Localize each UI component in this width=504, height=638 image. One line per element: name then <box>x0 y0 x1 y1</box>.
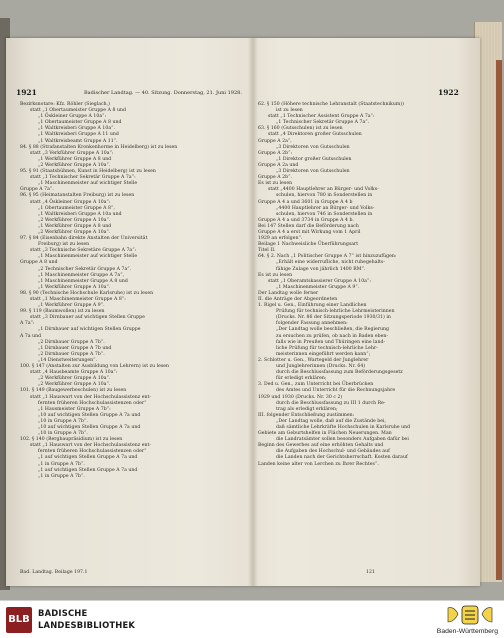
left-text-line: „2 Werkführer Gruppe A 10a“. <box>38 376 111 382</box>
left-text-line: 99. § 119 (Baumwollen) ist zu lesen <box>20 309 105 315</box>
right-text-line: durch die Beschlussfassung zum Beförderungsgesetz <box>276 370 403 376</box>
library-name-line1: BADISCHE <box>38 608 88 618</box>
right-text-line: die Landen nach der Gerichtsherrschaft. Kosten darauf <box>276 455 408 461</box>
left-text-line: „1 Obertaumeister Gruppe A 8 und <box>38 120 122 126</box>
left-text-line: „1 Werkführer Gruppe A 8 und <box>38 223 112 229</box>
right-text-line: „4400 Hauptlehrer an Bürger- und Volks- <box>276 205 375 211</box>
right-text-line: schulen, hiervon 746 in Sonderstellen in <box>276 211 373 217</box>
baden-wuerttemberg-crest-icon <box>440 604 500 626</box>
left-text-line: „1 in Gruppe A 7b“. <box>38 461 85 467</box>
right-text-line: folgender Fassung annehmen: <box>276 321 348 327</box>
left-text-line: 98. § 90 (Technische Hochschule Karlsruhe) ist zu lesen <box>20 290 154 296</box>
right-text-line: Gebiete am Geburtshelfen in Flächen Neuerungen. Man <box>258 431 392 437</box>
right-text-line: „3 Direktoren von Gutsschulen <box>276 144 350 150</box>
right-text-line: trag als erledigt erklären; <box>276 406 338 412</box>
right-text-line: statt „4400 Hauptlehrer an Bürger- und Volks- <box>268 187 379 193</box>
right-text-line: statt „1 Technischer Assistent Gruppe A 7a“: <box>268 114 375 120</box>
left-text-line: „1 Obertaumeister Gruppe A 8“, <box>38 205 115 211</box>
left-text-line: 96. § 95 (Heimatanstalten Freiburg) ist zu lesen <box>20 193 135 199</box>
left-text-line: „1 Öskleiner Gruppe A 10a“: <box>38 114 107 120</box>
blb-logo[interactable]: BLB <box>6 607 32 633</box>
left-text-line: statt „4 Hausbeamte Gruppe A 10a“: <box>30 370 118 376</box>
left-text-line: 84. § 88 (Strafanstalten Kronkenhorme in Heidelberg) ist zu lesen <box>20 144 178 150</box>
left-text-line: „1 Werkführer Gruppe A 9“. <box>38 303 105 309</box>
left-text-line: „10 in Gruppe A 7b“. <box>38 431 88 437</box>
left-text-line: „1 Waltkreisberi Gruppe A 11 und <box>38 132 119 138</box>
left-text-line: A 7a und <box>20 333 42 339</box>
left-text-line: „2 Werkführer Gruppe A 10a“. <box>38 162 111 168</box>
left-text-line: „1 Waltkreisbeamt Gruppe A 11“. <box>38 138 118 144</box>
left-text-line: „10 auf wichtigen Stellen Gruppe A 7a und <box>38 424 141 430</box>
right-text-line: die Aufgaben des Hochschul- und Gebäudes auf <box>276 449 390 455</box>
left-text-line: „1 Waltkreisberi Gruppe A 10a und <box>38 211 122 217</box>
right-text-line: Gruppe A 2b“: <box>258 150 293 156</box>
right-text-line: 1929 und 1930 (Drucks. Nr. 30 c 2) <box>258 394 343 400</box>
right-text-line: Der Landtag wolle ferner <box>258 290 319 296</box>
right-text-line: III. folgender Entschließung zustimmen: <box>258 412 355 418</box>
book-spread <box>6 38 480 586</box>
right-text-line: 62. § 150 (Höhere technische Lehranstalt (Staatstechnikum)) <box>258 102 404 107</box>
right-text-line: Landen keine alter von Lerchen zu Ihrer Rechtes“. <box>258 461 379 467</box>
library-name[interactable] <box>38 607 135 631</box>
right-text-line: „Der Landtag wolle beschließen, die Regierung <box>276 327 389 333</box>
right-text-line: II. die Anträge der Abgeordneten <box>258 297 338 302</box>
right-page-number: 1922 <box>438 88 459 97</box>
left-text-line: „2 Technischer Sekretär Gruppe A 7a“. <box>38 266 132 272</box>
right-text-line: (Drucks. Nr. 86 der Sitzungsperiode 1930/31) in <box>276 315 391 321</box>
right-text-line: Gruppe A 2b“. <box>258 175 292 181</box>
left-text-line: statt „1 Obertaumeister Gruppe A 8 und <box>30 108 126 114</box>
right-text-line: 2. Schlotter u. Gen., Wartegeld der Junglehrer <box>258 357 369 363</box>
left-text-line: statt „1 Maschinenmeister Gruppe A 8“: <box>30 297 126 302</box>
right-text-line: „1 Technischer Sekretär Gruppe A 7a“. <box>276 120 370 126</box>
right-text-line: Es ist zu lesen <box>258 181 293 187</box>
left-page-footer: Bad. Landtag. Beilage 197.1 <box>20 570 88 575</box>
left-page-number: 1921 <box>16 88 37 97</box>
left-text-line: „1 Hausmeister Gruppe A 7b“: <box>38 406 111 412</box>
left-text-line: statt „1 Hauswart von der Hochschulassistenz ent- <box>30 394 152 400</box>
right-text-line: Titel II. <box>258 248 276 254</box>
right-text-line: ist zu lesen <box>276 108 303 114</box>
right-text-line: für erledigt erklären; <box>276 376 327 382</box>
left-text-line: „1 Maschinenmeister auf wichtiger Stelle <box>38 181 138 187</box>
right-text-line: 63. § 160 (Gutsschulen) ist zu lesen <box>258 126 343 132</box>
left-text-line: 102. § 140 (Bergbaupräsidium) ist zu lesen <box>20 437 123 443</box>
left-text-line: „1 Dirnbauer Gruppe A 7b und <box>38 345 112 351</box>
left-text-line: „1 Maschinenmeister Gruppe A 7a“, <box>38 272 125 278</box>
left-text-line: fernten früheren Hochschulassistenzen oder“ <box>38 400 147 406</box>
right-text-line: 3. Ded u. Gen., zum Unterricht bei Überbrücken <box>258 382 374 388</box>
right-text-line: Bei 147 Stellen darf die Beförderung nach <box>258 223 359 229</box>
left-text-line: 97. § 84 (Eisenbahn direkte Anstalten der Universität <box>20 236 148 242</box>
right-text-line: meisterinnen eingeführt werden kann“; <box>276 351 371 357</box>
left-text-line: „1 Maschinenmeister auf wichtiger Stelle <box>38 254 138 260</box>
left-text-line: „1 Maschinenmeister Gruppe A 8 und <box>38 278 128 284</box>
left-text-line: statt „3 Verkführer Gruppe A 10a“: <box>30 150 114 156</box>
left-text-line: fernten früheren Hochschulassistenzen oder“ <box>38 449 147 455</box>
right-text-line: falls wie in Preußen und Thüringen eine land- <box>276 339 386 345</box>
right-text-line: statt „1 Oberamtskassierer Gruppe A 10a“: <box>268 278 371 284</box>
right-text-line: liche Prüfung für technisch-lehrliche Lehr- <box>276 345 378 351</box>
left-text-line: Gruppe A 8 und <box>20 260 58 266</box>
left-text-line: statt „4 Öskleiner Gruppe A 10a“: <box>30 199 111 205</box>
left-text-line: „1 Werkführer Gruppe A 8 und <box>38 156 112 162</box>
right-text-line: Gruppe A 4 a und 3734 in Gruppe A 4 b. <box>258 217 354 223</box>
right-text-line: Gruppe A 2a und <box>258 162 299 168</box>
state-name: Baden-Württemberg <box>436 628 498 635</box>
right-text-line: Beginn des Gewerbes auf eine erhöhten Gehalts und <box>258 443 384 449</box>
right-text-line: Es ist zu lesen <box>258 272 293 278</box>
left-text-line: „1 Dirnbauer auf wichtigen Stellen Gruppe <box>38 327 141 333</box>
right-text-line: Gruppe A 4 a erst mit Wirkung vom 1 April <box>258 229 361 235</box>
right-text-line: die Landratsämter sollen besonders Aufgaben dafür bei <box>276 437 409 443</box>
right-text-line: 1. Rigel u. Gen., Einführung einer Landlichen <box>258 303 367 309</box>
left-text-line: „2 Werkführer Gruppe A 10a“. <box>38 217 111 223</box>
right-text-line: daß sämtliche Lehrkräfte Hochschulen in Karlsruhe und <box>276 424 411 430</box>
right-text-line: schulen, hiervon 780 in Sonderstellen in <box>276 193 373 199</box>
right-text-line: Gruppe A 2a“, <box>258 138 292 144</box>
left-column-text <box>20 102 246 480</box>
left-text-line: „14 Dienstweiterungen“. <box>38 357 98 363</box>
left-text-line: „10 auf wichtigen Stellen Gruppe A 7a und <box>38 412 141 418</box>
left-text-line: Freiburg) ist zu lesen <box>38 242 90 248</box>
right-text-line: durch die Beschlussfassung zu III 1 durch Re- <box>276 400 386 406</box>
left-text-line: statt „1 Technischer Sekretär Gruppe A 7a“: <box>30 175 136 181</box>
left-text-line: Bezirksnotare: Kfz. Röhler (Sieglach,) <box>20 102 111 107</box>
left-text-line: „1 auf wichtigen Stellen Gruppe A 7a und <box>38 455 138 461</box>
running-header: Badischer Landtag. — 40. Sitzung. Donnerstag, 21. Juni 1928. <box>84 90 242 96</box>
right-text-line: „1 Direktor großer Gutsschulen <box>276 156 352 162</box>
left-text-line: „2 Dirnbauer Gruppe A 7b“. <box>38 339 105 345</box>
left-text-line: „2 Werkführer Gruppe A 10a“. <box>38 229 111 235</box>
left-text-line: „2 Dirnbauer Gruppe A 7b“. <box>38 351 105 357</box>
library-name-line2: LANDESBIBLIOTHEK <box>38 620 136 630</box>
right-text-line: „1 Maschinenmeister Gruppe A 9“. <box>276 284 360 290</box>
right-text-line: 64. § 2. Nach „1 Politischer Gruppe A 7“ ist hinzuzufügen: <box>258 254 397 260</box>
right-text-line: „3 Direktoren von Gutsschulen <box>276 169 350 175</box>
left-text-line: „2 Werkführer Gruppe A 10a“. <box>38 382 111 388</box>
right-text-line: Beilage 1 Nachweisliche Überführungsart <box>258 242 359 248</box>
left-text-line: statt „1 Hauswart von der Hochschulassistenz ent- <box>30 443 152 449</box>
right-text-line: „Der Landtag wolle, daß auf die Zustände bei, <box>276 418 387 424</box>
spine-shadow <box>248 38 258 586</box>
left-text-line: Gruppe A 7a“. <box>20 187 54 193</box>
left-text-line: „1 auf wichtigen Stellen Gruppe A 7a und <box>38 467 138 473</box>
left-text-line: „1 Werkführer Gruppe A 10a“. <box>38 284 111 290</box>
right-column-text <box>258 102 472 468</box>
right-page-footer: 121 <box>366 570 375 575</box>
right-text-line: des Amtes und Unterricht für die Rechnungsjahre <box>276 388 396 394</box>
left-text-line: „10 in Gruppe A 7b“. <box>38 418 88 424</box>
book-binding <box>496 60 502 580</box>
left-text-line: statt „3 Technische Sekretäre Gruppe A 7a“: <box>30 248 137 254</box>
right-text-line: fähige Zulage von jährlich 1400 RM“. <box>276 266 366 272</box>
right-text-line: Gruppe A 4 a und 3601 in Gruppe A 4 b <box>258 199 353 205</box>
left-text-line: A 7a“: <box>20 321 35 327</box>
right-text-line: zu ersuchen zu prüfen, ob nach in Baden eben- <box>276 333 389 339</box>
left-text-line: 100. § 147 (Anstalten zur Ausbildung von Lehrern) ist zu lesen <box>20 364 170 370</box>
right-text-line: Prüfung für technisch-lehrliche Lehrmeisterinnen <box>276 309 395 315</box>
left-text-line: „1 Waltkreisberi Gruppe A 10a“. <box>38 126 116 132</box>
library-footer <box>0 600 504 638</box>
right-text-line: und Junglehrerinnen (Drucks. Nr. 64) <box>276 364 366 370</box>
left-text-line: 101. § 149 (Baugewerbeschulen) ist zu lesen <box>20 388 127 394</box>
left-text-line: 95. § 91 (Staatsbühnen, Kunst in Heidelberg) ist zu lesen <box>20 169 156 175</box>
right-text-line: 1929 an erfolgen“. <box>258 236 303 242</box>
right-text-line: statt „4 Direktoren großer Gutsschulen <box>268 132 362 138</box>
right-text-line: „Erhält eine widerrufliche, nicht ruhegehalts- <box>276 260 385 266</box>
left-text-line: „1 in Gruppe A 7b“. <box>38 473 85 479</box>
left-text-line: statt „3 Dirnbauer auf wichtigen Stellen Gruppe <box>30 315 145 321</box>
